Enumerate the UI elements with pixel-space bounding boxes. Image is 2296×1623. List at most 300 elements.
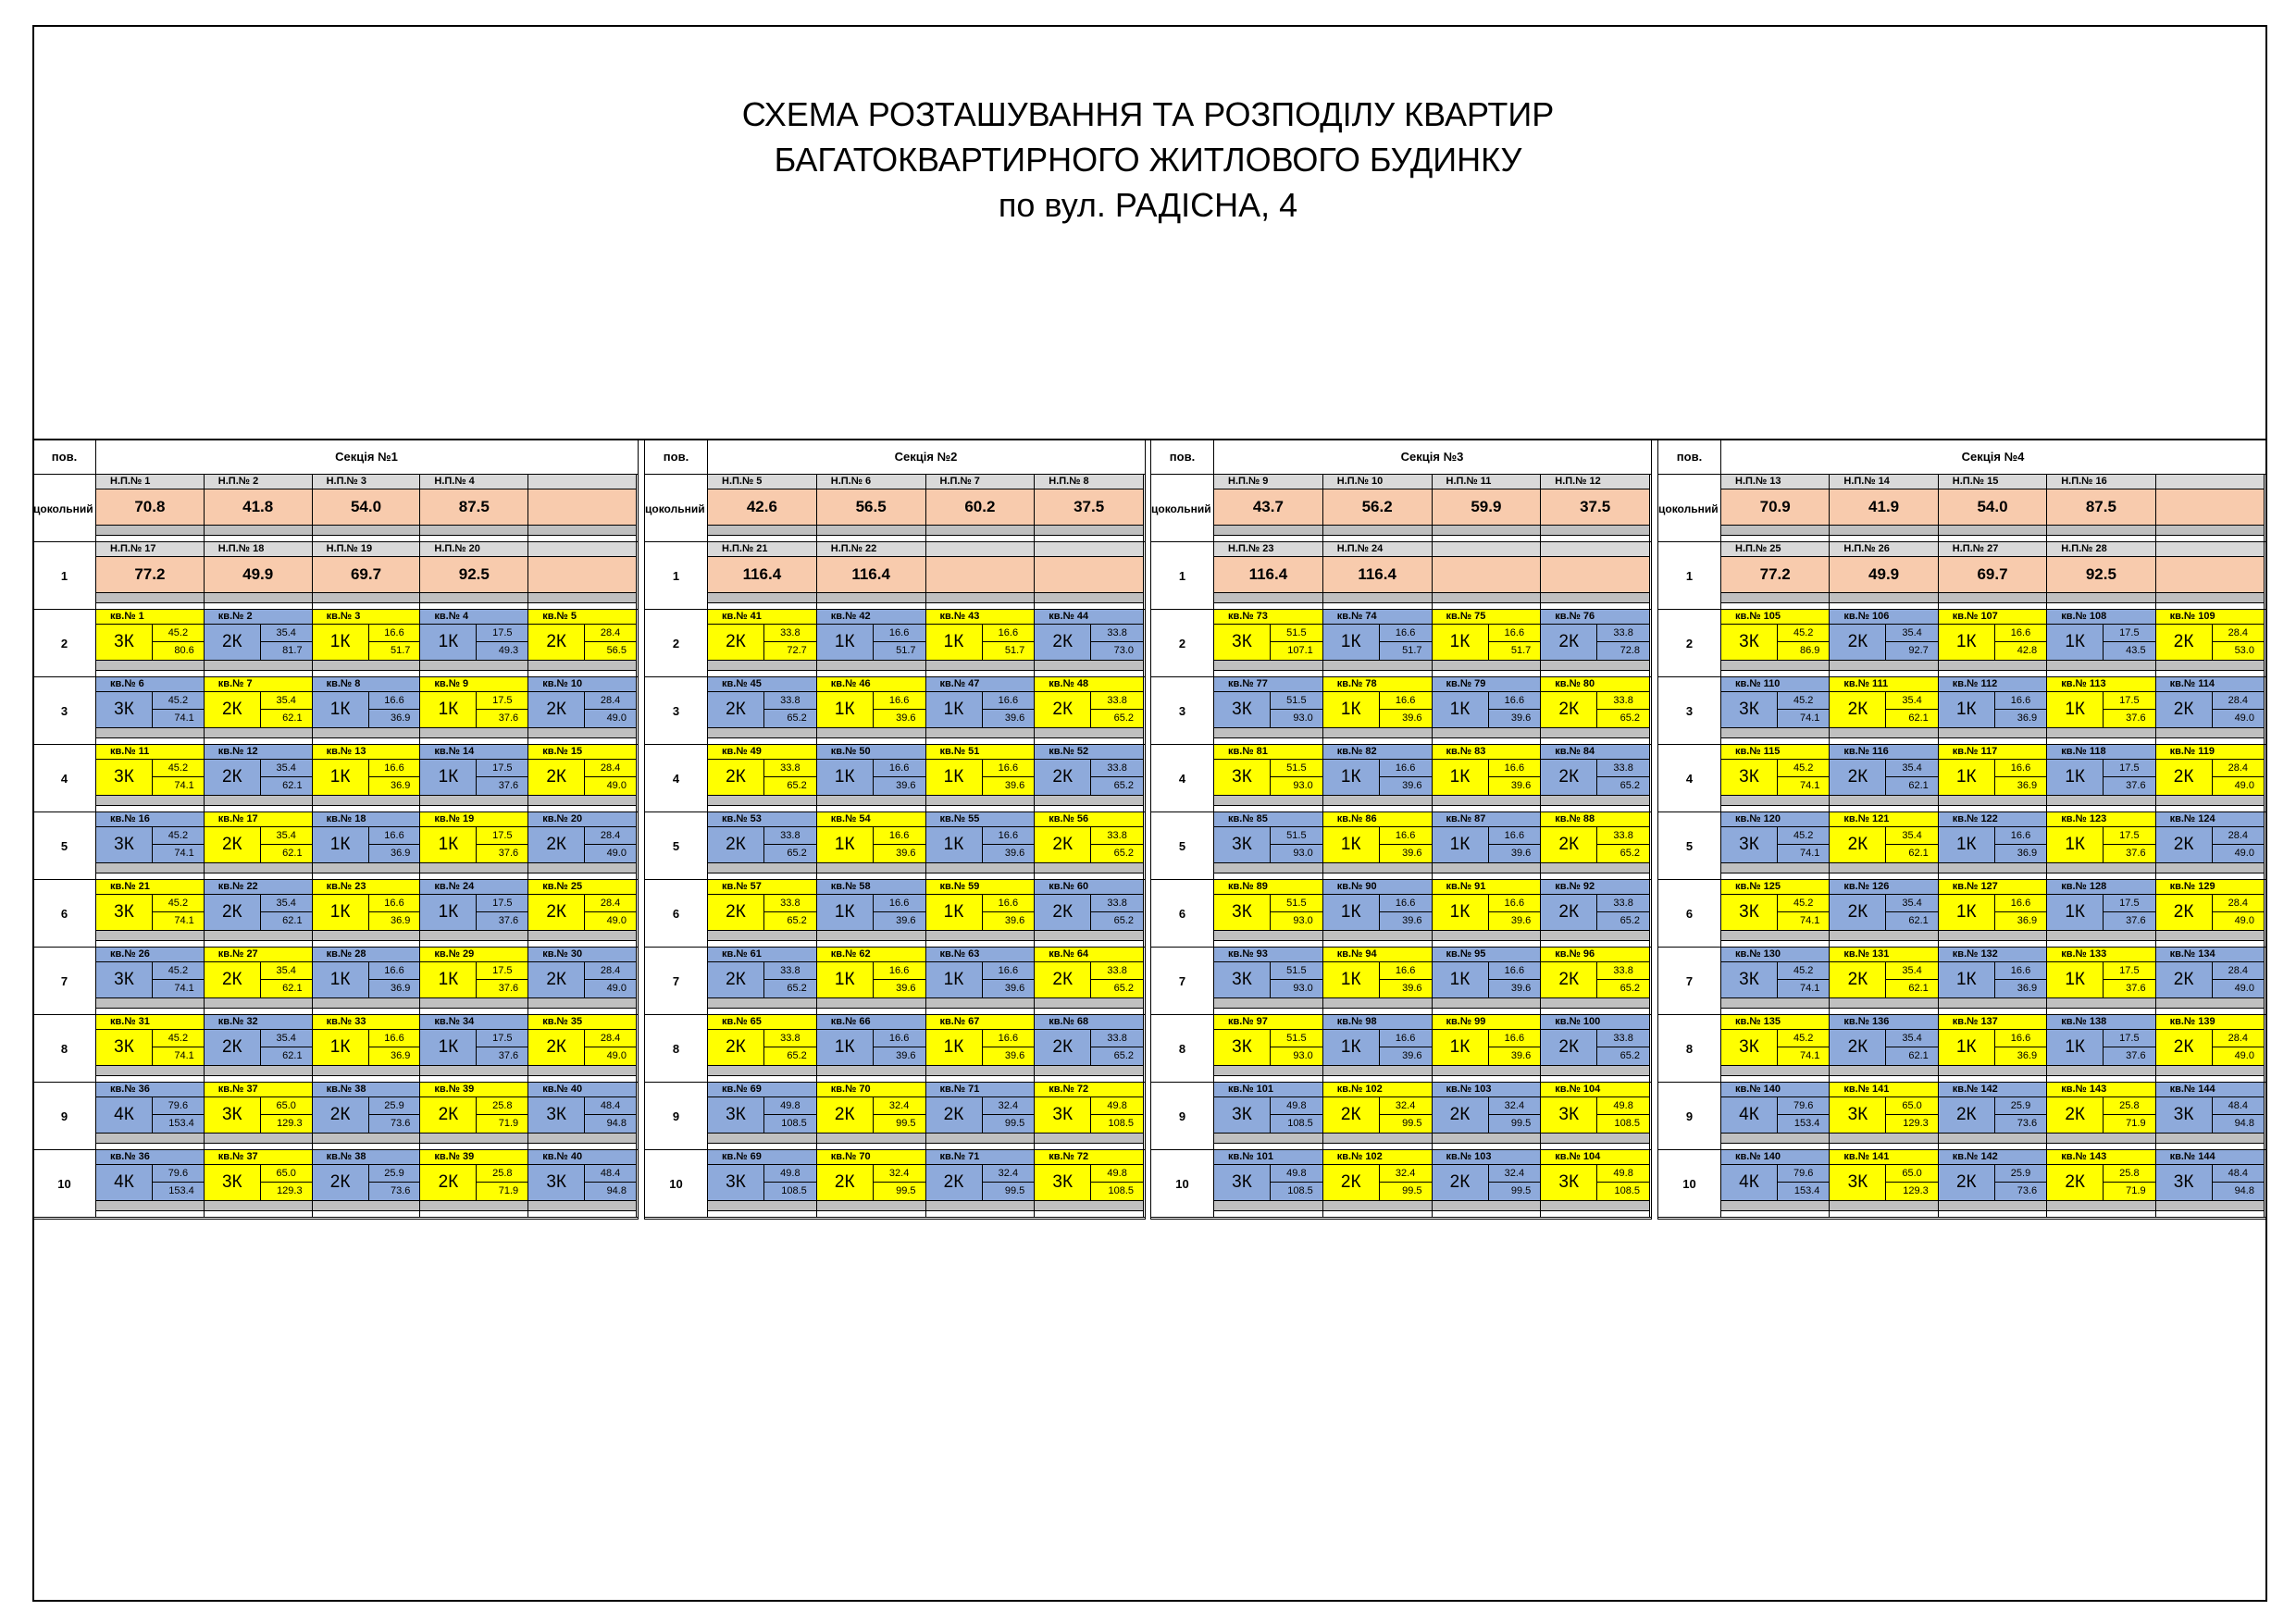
apartment-cell[interactable] <box>420 1083 528 1150</box>
unit-caption <box>926 475 1035 489</box>
apartment-cell[interactable] <box>926 1150 1036 1218</box>
apartment-cell[interactable] <box>1541 880 1650 948</box>
total-area: 49.0 <box>2234 983 2254 994</box>
cell-divider-strip <box>1721 728 1829 738</box>
apartment-cell[interactable] <box>420 880 528 948</box>
unit-number: Н.П.№ 27 <box>1952 543 1999 554</box>
apartment-cell[interactable] <box>926 1015 1036 1083</box>
apartment-cell[interactable] <box>1323 880 1433 948</box>
area-block <box>1994 625 2046 660</box>
apartment-cell[interactable] <box>2047 812 2155 880</box>
apartment-cell[interactable] <box>2047 948 2155 1015</box>
apartment-cell[interactable] <box>1214 1150 1323 1218</box>
total-area: 74.1 <box>1799 712 1820 724</box>
apartment-cell[interactable] <box>1035 677 1144 745</box>
apartment-cell[interactable] <box>1721 1083 1830 1150</box>
apartment-cell[interactable] <box>96 1015 205 1083</box>
cell-divider-strip <box>1214 593 1322 603</box>
area-block <box>1596 827 1649 862</box>
apartment-cell[interactable] <box>1939 1150 2047 1218</box>
apartment-number: кв.№ 144 <box>2169 1151 2215 1162</box>
apartment-cell[interactable] <box>313 1083 421 1150</box>
cell-divider-strip <box>96 1201 204 1211</box>
unit-caption <box>1214 1083 1322 1096</box>
apartment-cell[interactable] <box>2156 1015 2265 1083</box>
total-area: 37.6 <box>2126 983 2146 994</box>
apartment-cell[interactable] <box>2156 1150 2265 1218</box>
apartment-cell[interactable] <box>1433 812 1542 880</box>
apartment-cell[interactable] <box>1214 745 1323 812</box>
apartment-cell[interactable] <box>1035 1150 1144 1218</box>
apartment-cell[interactable] <box>1541 610 1650 677</box>
apartment-cell[interactable] <box>1323 812 1433 880</box>
area-block <box>1379 625 1432 660</box>
nonresidential-cell[interactable] <box>1721 475 1830 542</box>
unit-caption <box>1214 880 1322 894</box>
apartment-cell[interactable] <box>1721 1150 1830 1218</box>
apartment-number: кв.№ 136 <box>1843 1016 1890 1027</box>
nonresidential-cell[interactable] <box>96 475 205 542</box>
room-type: 1К <box>329 835 351 854</box>
nonresidential-cell[interactable] <box>1214 475 1323 542</box>
apartment-cell[interactable] <box>1433 677 1542 745</box>
unit-area: 49.9 <box>242 565 274 583</box>
apartment-cell[interactable] <box>420 610 528 677</box>
nonresidential-cell[interactable] <box>420 542 528 610</box>
room-type: 1К <box>1340 970 1361 989</box>
nonresidential-cell[interactable] <box>1323 475 1433 542</box>
cell-divider-strip <box>1721 931 1829 941</box>
apartment-cell[interactable] <box>313 880 421 948</box>
apartment-cell[interactable] <box>708 1150 817 1218</box>
apartment-cell[interactable] <box>96 948 205 1015</box>
apartment-cell[interactable] <box>1721 812 1830 880</box>
nonresidential-cell[interactable] <box>1541 475 1650 542</box>
unit-caption <box>205 542 312 556</box>
nonresidential-cell[interactable] <box>2047 475 2155 542</box>
apartment-cell[interactable] <box>2156 812 2265 880</box>
apartment-cell[interactable] <box>1433 1015 1542 1083</box>
apartment-cell[interactable] <box>708 610 817 677</box>
apartment-cell[interactable] <box>1830 880 1938 948</box>
apartment-cell[interactable] <box>2047 1083 2155 1150</box>
living-area: 35.4 <box>1886 895 1937 912</box>
nonresidential-cell[interactable] <box>1939 542 2047 610</box>
total-area: 37.6 <box>2126 1050 2146 1061</box>
room-type: 2К <box>1558 1037 1580 1057</box>
room-type: 3К <box>1739 902 1759 922</box>
apartment-cell[interactable] <box>1939 948 2047 1015</box>
apartment-cell[interactable] <box>313 610 421 677</box>
apartment-cell[interactable] <box>708 1083 817 1150</box>
unit-caption <box>1214 1150 1322 1164</box>
nonresidential-cell[interactable] <box>96 542 205 610</box>
apartment-cell[interactable] <box>1035 745 1144 812</box>
cell-divider-strip <box>926 998 1035 1009</box>
nonresidential-cell[interactable] <box>313 542 421 610</box>
area-block <box>1885 625 1937 660</box>
apartment-cell[interactable] <box>1433 1150 1542 1218</box>
unit-caption <box>313 880 420 894</box>
unit-body <box>528 894 636 931</box>
room-type: 1К <box>943 835 964 854</box>
unit-number: Н.П.№ 17 <box>110 543 156 554</box>
apartment-cell[interactable] <box>420 745 528 812</box>
floor-row <box>1658 1015 2265 1083</box>
apartment-cell[interactable] <box>1541 1015 1650 1083</box>
cell-divider-strip <box>205 998 312 1009</box>
apartment-cell[interactable] <box>1830 610 1938 677</box>
apartment-cell[interactable] <box>1939 880 2047 948</box>
apartment-cell[interactable] <box>96 610 205 677</box>
apartment-cell[interactable] <box>420 812 528 880</box>
apartment-cell[interactable] <box>1035 1015 1144 1083</box>
apartment-cell[interactable] <box>2047 880 2155 948</box>
apartment-cell[interactable] <box>205 677 313 745</box>
apartment-cell[interactable] <box>708 948 817 1015</box>
unit-caption <box>1939 1083 2046 1096</box>
apartment-cell[interactable] <box>420 1015 528 1083</box>
apartment-cell[interactable] <box>1541 948 1650 1015</box>
room-type: 1К <box>2065 970 2085 989</box>
area-block <box>982 827 1035 862</box>
apartment-cell[interactable] <box>1721 880 1830 948</box>
nonresidential-cell[interactable] <box>1830 542 1938 610</box>
cell-divider-strip <box>708 931 816 941</box>
area-block <box>873 760 925 795</box>
apartment-cell[interactable] <box>926 812 1036 880</box>
nonresidential-cell[interactable] <box>708 542 817 610</box>
total-area: 153.4 <box>1793 1185 1820 1196</box>
apartment-cell[interactable] <box>708 677 817 745</box>
floor-row <box>33 745 638 812</box>
apartment-cell[interactable] <box>528 1015 637 1083</box>
apartment-cell[interactable] <box>1214 880 1323 948</box>
apartment-cell[interactable] <box>926 1083 1036 1150</box>
apartment-cell[interactable] <box>1721 1015 1830 1083</box>
apartment-cell[interactable] <box>96 1150 205 1218</box>
cell-divider-strip <box>1433 593 1541 603</box>
cell-divider-strip <box>313 863 420 873</box>
apartment-cell[interactable] <box>1541 1150 1650 1218</box>
apartment-cell[interactable] <box>528 948 637 1015</box>
sections-container <box>0 439 2296 1220</box>
cell-divider-strip <box>1035 863 1143 873</box>
total-area: 56.5 <box>606 645 627 656</box>
apartment-cell[interactable] <box>1721 745 1830 812</box>
apartment-cell[interactable] <box>1830 812 1938 880</box>
nonresidential-cell[interactable] <box>2047 542 2155 610</box>
apartment-cell[interactable] <box>313 1015 421 1083</box>
apartment-cell[interactable] <box>313 677 421 745</box>
room-type: 3К <box>1739 970 1759 989</box>
apartment-cell[interactable] <box>1830 677 1938 745</box>
apartment-cell[interactable] <box>1214 1083 1323 1150</box>
apartment-cell[interactable] <box>313 812 421 880</box>
unit-caption <box>205 475 312 489</box>
living-area: 35.4 <box>1886 962 1937 980</box>
nonresidential-cell[interactable] <box>1939 475 2047 542</box>
apartment-cell[interactable] <box>1035 948 1144 1015</box>
nonresidential-cell[interactable] <box>817 542 926 610</box>
apartment-number: кв.№ 141 <box>1843 1151 1890 1162</box>
apartment-cell[interactable] <box>708 745 817 812</box>
apartment-cell[interactable] <box>1433 745 1542 812</box>
apartment-cell[interactable] <box>528 1083 637 1150</box>
area-block <box>2103 895 2154 930</box>
apartment-number: кв.№ 12 <box>217 746 258 757</box>
apartment-cell[interactable] <box>817 677 926 745</box>
apartment-cell[interactable] <box>708 812 817 880</box>
apartment-cell[interactable] <box>528 677 637 745</box>
apartment-cell[interactable] <box>1323 610 1433 677</box>
cell-divider-strip <box>1433 796 1541 806</box>
section-header <box>1151 440 1651 475</box>
unit-caption <box>313 542 420 556</box>
apartment-cell[interactable] <box>817 880 926 948</box>
apartment-cell[interactable] <box>1830 948 1938 1015</box>
apartment-cell[interactable] <box>528 812 637 880</box>
apartment-cell[interactable] <box>313 948 421 1015</box>
floor-row <box>1151 1150 1651 1218</box>
apartment-cell[interactable] <box>2156 1083 2265 1150</box>
room-type: 1К <box>1449 835 1471 854</box>
apartment-cell[interactable] <box>926 948 1036 1015</box>
nonresidential-cell[interactable] <box>1214 542 1323 610</box>
apartment-cell[interactable] <box>926 880 1036 948</box>
room-type: 2К <box>1847 767 1868 787</box>
unit-body <box>1939 1096 2046 1134</box>
apartment-cell[interactable] <box>1541 677 1650 745</box>
area-block <box>368 692 420 727</box>
apartment-cell[interactable] <box>1939 812 2047 880</box>
apartment-cell[interactable] <box>205 1150 313 1218</box>
apartment-cell[interactable] <box>1214 812 1323 880</box>
cell-divider-strip <box>1721 661 1829 671</box>
unit-body <box>96 759 204 796</box>
unit-caption <box>2047 610 2154 624</box>
apartment-cell[interactable] <box>817 610 926 677</box>
apartment-cell[interactable] <box>96 812 205 880</box>
apartment-cell[interactable] <box>2156 745 2265 812</box>
apartment-cell[interactable] <box>2047 1150 2155 1218</box>
apartment-cell[interactable] <box>1323 1150 1433 1218</box>
apartment-cell[interactable] <box>528 880 637 948</box>
area-block <box>1379 1165 1432 1200</box>
apartment-cell[interactable] <box>1035 880 1144 948</box>
nonresidential-cell[interactable] <box>1433 475 1542 542</box>
apartment-cell[interactable] <box>1214 1015 1323 1083</box>
unit-body <box>313 759 420 796</box>
unit-caption <box>96 1150 204 1164</box>
unit-caption <box>313 677 420 691</box>
room-type: 2К <box>1052 970 1074 989</box>
cell-divider-strip <box>817 593 925 603</box>
unit-caption <box>708 1083 816 1096</box>
apartment-cell[interactable] <box>1830 1083 1938 1150</box>
apartment-cell[interactable] <box>1721 677 1830 745</box>
apartment-cell[interactable] <box>1433 610 1542 677</box>
apartment-cell[interactable] <box>1541 1083 1650 1150</box>
total-area: 129.3 <box>1903 1118 1929 1129</box>
apartment-cell[interactable] <box>1323 677 1433 745</box>
apartment-number: кв.№ 112 <box>1952 678 1998 689</box>
floor-row <box>33 880 638 948</box>
apartment-cell[interactable] <box>1433 948 1542 1015</box>
apartment-cell[interactable] <box>1323 948 1433 1015</box>
unit-number: Н.П.№ 18 <box>217 543 265 554</box>
unit-body <box>1541 691 1649 728</box>
nonresidential-cell[interactable] <box>1323 542 1433 610</box>
room-type: 3К <box>1739 1037 1759 1057</box>
apartment-cell[interactable] <box>1939 610 2047 677</box>
apartment-cell[interactable] <box>1035 812 1144 880</box>
apartment-cell[interactable] <box>2047 745 2155 812</box>
cell-divider-strip <box>1323 796 1432 806</box>
nonresidential-cell[interactable] <box>926 475 1036 542</box>
unit-caption <box>1721 948 1829 961</box>
apartment-cell[interactable] <box>1323 1083 1433 1150</box>
apartment-cell[interactable] <box>1323 1015 1433 1083</box>
apartment-cell[interactable] <box>1035 1083 1144 1150</box>
room-type: 2К <box>2173 835 2194 854</box>
nonresidential-cell[interactable] <box>817 475 926 542</box>
apartment-cell[interactable] <box>2047 610 2155 677</box>
apartment-cell[interactable] <box>96 745 205 812</box>
apartment-cell[interactable] <box>1830 1150 1938 1218</box>
apartment-cell[interactable] <box>420 1150 528 1218</box>
apartment-cell[interactable] <box>2156 677 2265 745</box>
floor-label: 8 <box>33 1015 96 1083</box>
apartment-cell[interactable] <box>2156 610 2265 677</box>
apartment-cell[interactable] <box>1830 745 1938 812</box>
living-area: 16.6 <box>369 1030 420 1047</box>
apartment-cell[interactable] <box>2156 880 2265 948</box>
apartment-cell[interactable] <box>205 745 313 812</box>
apartment-cell[interactable] <box>1323 745 1433 812</box>
nonresidential-cell[interactable] <box>205 542 313 610</box>
apartment-cell[interactable] <box>420 948 528 1015</box>
area-block <box>1777 692 1829 727</box>
nonresidential-cell[interactable] <box>313 475 421 542</box>
cell-divider-strip <box>708 661 816 671</box>
apartment-cell[interactable] <box>1721 610 1830 677</box>
apartment-cell[interactable] <box>708 880 817 948</box>
apartment-cell[interactable] <box>420 677 528 745</box>
unit-area: 69.7 <box>1977 565 2008 583</box>
apartment-cell[interactable] <box>1541 812 1650 880</box>
apartment-cell[interactable] <box>528 745 637 812</box>
apartment-cell[interactable] <box>1433 880 1542 948</box>
unit-body <box>1323 691 1432 728</box>
apartment-cell[interactable] <box>1830 1015 1938 1083</box>
apartment-cell[interactable] <box>1939 1083 2047 1150</box>
apartment-cell[interactable] <box>817 812 926 880</box>
apartment-cell[interactable] <box>96 880 205 948</box>
total-area: 49.0 <box>606 780 627 791</box>
apartment-cell[interactable] <box>96 677 205 745</box>
unit-caption <box>1035 948 1143 961</box>
total-area: 108.5 <box>781 1118 807 1129</box>
apartment-cell[interactable] <box>2156 948 2265 1015</box>
apartment-cell[interactable] <box>528 1150 637 1218</box>
area-block <box>1885 1097 1937 1133</box>
apartment-cell[interactable] <box>2047 677 2155 745</box>
apartment-cell[interactable] <box>205 880 313 948</box>
cell-divider-strip <box>420 1201 527 1211</box>
total-area: 71.9 <box>2126 1185 2146 1196</box>
unit-body <box>2156 826 2264 863</box>
unit-body <box>2047 826 2154 863</box>
apartment-cell[interactable] <box>817 745 926 812</box>
nonresidential-cell[interactable] <box>1830 475 1938 542</box>
apartment-number: кв.№ 45 <box>722 678 762 689</box>
apartment-cell[interactable] <box>1939 745 2047 812</box>
apartment-cell[interactable] <box>205 610 313 677</box>
nonresidential-cell[interactable] <box>708 475 817 542</box>
area-block <box>2103 827 2154 862</box>
apartment-cell[interactable] <box>817 1015 926 1083</box>
apartment-cell[interactable] <box>1214 677 1323 745</box>
apartment-cell[interactable] <box>817 1150 926 1218</box>
cell-divider-strip <box>205 1201 312 1211</box>
floor-label: 4 <box>33 745 96 812</box>
unit-body <box>1830 759 1937 796</box>
nonresidential-cell[interactable] <box>1721 542 1830 610</box>
apartment-cell[interactable] <box>313 745 421 812</box>
cell-divider-strip <box>1214 1066 1322 1076</box>
apartment-cell[interactable] <box>1541 745 1650 812</box>
apartment-cell[interactable] <box>205 948 313 1015</box>
apartment-cell[interactable] <box>1939 1015 2047 1083</box>
apartment-cell[interactable] <box>817 1083 926 1150</box>
apartment-cell[interactable] <box>205 1015 313 1083</box>
floor-row <box>33 677 638 745</box>
apartment-cell[interactable] <box>1214 610 1323 677</box>
apartment-cell[interactable] <box>1939 677 2047 745</box>
apartment-cell[interactable] <box>1721 948 1830 1015</box>
apartment-cell[interactable] <box>528 610 637 677</box>
cell-divider-strip <box>1721 1066 1829 1076</box>
cell-divider-strip <box>313 593 420 603</box>
apartment-cell[interactable] <box>1214 948 1323 1015</box>
apartment-cell[interactable] <box>926 677 1036 745</box>
apartment-cell[interactable] <box>313 1150 421 1218</box>
apartment-cell[interactable] <box>96 1083 205 1150</box>
total-area: 49.0 <box>2234 712 2254 724</box>
apartment-cell[interactable] <box>205 812 313 880</box>
apartment-cell[interactable] <box>708 1015 817 1083</box>
apartment-cell[interactable] <box>817 948 926 1015</box>
apartment-cell[interactable] <box>1433 1083 1542 1150</box>
unit-body <box>1323 1164 1432 1201</box>
unit-body <box>817 489 925 526</box>
apartment-cell[interactable] <box>926 610 1036 677</box>
living-area: 45.2 <box>1778 962 1829 980</box>
nonresidential-cell[interactable] <box>1035 475 1144 542</box>
room-type: 2К <box>1052 767 1074 787</box>
area-block <box>152 760 204 795</box>
apartment-cell[interactable] <box>1035 610 1144 677</box>
nonresidential-cell[interactable] <box>420 475 528 542</box>
apartment-cell[interactable] <box>2047 1015 2155 1083</box>
apartment-cell[interactable] <box>205 1083 313 1150</box>
room-type: 2К <box>2173 902 2194 922</box>
apartment-cell[interactable] <box>926 745 1036 812</box>
unit-area: 43.7 <box>1252 498 1284 515</box>
nonresidential-cell[interactable] <box>205 475 313 542</box>
living-area: 16.6 <box>369 962 420 980</box>
